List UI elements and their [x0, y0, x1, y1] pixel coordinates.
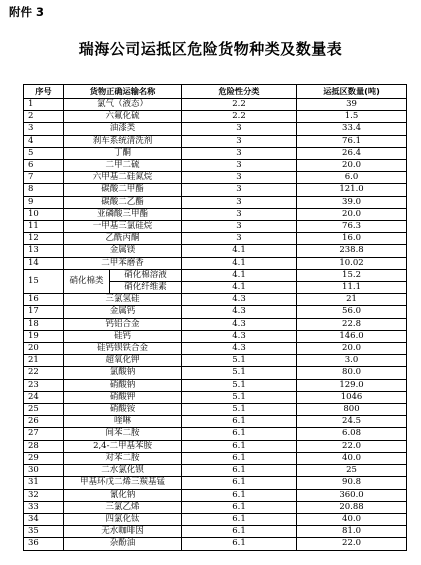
row-no: 10 — [24, 208, 64, 220]
row-class: 6.1 — [182, 428, 297, 440]
row-class: 4.1 — [182, 269, 297, 281]
row-no: 12 — [24, 233, 64, 245]
table-row — [24, 513, 407, 525]
row-sub-name: 硝化纤维素 — [110, 282, 182, 294]
row-qty: 20.0 — [297, 160, 407, 172]
table-row — [24, 269, 407, 281]
row-qty: 56.0 — [297, 306, 407, 318]
row-name: 丁酮 — [64, 147, 182, 159]
row-name: 无水咖啡因 — [64, 526, 182, 538]
row-qty: 20.88 — [297, 501, 407, 513]
row-class: 6.1 — [182, 489, 297, 501]
row-qty: 40.0 — [297, 513, 407, 525]
row-qty: 24.5 — [297, 416, 407, 428]
row-qty: 20.0 — [297, 343, 407, 355]
table-row — [24, 99, 407, 111]
table-row — [24, 452, 407, 464]
table-row — [24, 318, 407, 330]
row-no: 9 — [24, 196, 64, 208]
row-qty: 10.02 — [297, 257, 407, 269]
table-row — [24, 355, 407, 367]
header-qty: 运抵区数量(吨) — [297, 85, 407, 99]
row-qty: 90.8 — [297, 477, 407, 489]
table-row — [24, 526, 407, 538]
row-class: 6.1 — [182, 416, 297, 428]
table-row — [24, 221, 407, 233]
row-class: 3 — [182, 196, 297, 208]
row-qty: 26.4 — [297, 147, 407, 159]
row-qty: 6.0 — [297, 172, 407, 184]
table-row — [24, 416, 407, 428]
table-row — [24, 172, 407, 184]
table-row — [24, 343, 407, 355]
row-name: 刹车系统清洗剂 — [64, 135, 182, 147]
row-no: 21 — [24, 355, 64, 367]
row-name: 乙酰丙酮 — [64, 233, 182, 245]
row-qty: 1046 — [297, 391, 407, 403]
row-class: 4.3 — [182, 306, 297, 318]
row-qty: 129.0 — [297, 379, 407, 391]
row-name: 油漆类 — [64, 123, 182, 135]
row-name: 硝酸钠 — [64, 379, 182, 391]
row-name: 氯酸钠 — [64, 367, 182, 379]
row-class: 2.2 — [182, 99, 297, 111]
row-class: 3 — [182, 147, 297, 159]
row-qty: 81.0 — [297, 526, 407, 538]
row-name: 四氯化钛 — [64, 513, 182, 525]
row-qty: 11.1 — [297, 282, 407, 294]
row-no: 32 — [24, 489, 64, 501]
table-row — [24, 306, 407, 318]
row-no: 8 — [24, 184, 64, 196]
table-row — [24, 257, 407, 269]
row-class: 4.1 — [182, 282, 297, 294]
attachment-label: 附件 3 — [9, 5, 45, 19]
row-class: 6.1 — [182, 465, 297, 477]
header-name: 货物正确运输名称 — [64, 85, 182, 99]
row-name: 二甲二硫 — [64, 160, 182, 172]
row-qty: 3.0 — [297, 355, 407, 367]
table-body — [24, 99, 407, 551]
row-qty: 33.4 — [297, 123, 407, 135]
row-name: 硅钙 — [64, 330, 182, 342]
table-row — [24, 123, 407, 135]
row-no: 25 — [24, 404, 64, 416]
row-class: 3 — [182, 135, 297, 147]
row-qty: 21 — [297, 294, 407, 306]
row-qty: 76.1 — [297, 135, 407, 147]
row-no: 13 — [24, 245, 64, 257]
row-class: 6.1 — [182, 513, 297, 525]
row-qty: 22.0 — [297, 538, 407, 550]
row-qty: 1.5 — [297, 111, 407, 123]
row-class: 3 — [182, 184, 297, 196]
row-name: 一甲基三氯硅烷 — [64, 221, 182, 233]
row-no: 36 — [24, 538, 64, 550]
row-qty: 39 — [297, 99, 407, 111]
row-no: 27 — [24, 428, 64, 440]
row-class: 3 — [182, 208, 297, 220]
row-name: 钙铝合金 — [64, 318, 182, 330]
row-no: 14 — [24, 257, 64, 269]
row-class: 5.1 — [182, 379, 297, 391]
row-name: 超氧化钾 — [64, 355, 182, 367]
row-no: 4 — [24, 135, 64, 147]
row-no: 1 — [24, 99, 64, 111]
row-name: 硝酸钾 — [64, 391, 182, 403]
row-name: 亚磷酸三甲酯 — [64, 208, 182, 220]
row-name: 硝酸铵 — [64, 404, 182, 416]
table-row — [24, 538, 407, 550]
table-row — [24, 294, 407, 306]
row-name: 2,4-二甲基苯胺 — [64, 440, 182, 452]
table-header-row — [24, 85, 407, 99]
table-row — [24, 465, 407, 477]
row-no: 16 — [24, 294, 64, 306]
table-row — [24, 391, 407, 403]
row-class: 4.3 — [182, 318, 297, 330]
row-qty: 121.0 — [297, 184, 407, 196]
header-no: 序号 — [24, 85, 64, 99]
table-row — [24, 245, 407, 257]
row-no: 23 — [24, 379, 64, 391]
table-row — [24, 196, 407, 208]
page-title: 瑞海公司运抵区危险货物种类及数量表 — [78, 40, 343, 58]
row-qty: 238.8 — [297, 245, 407, 257]
row-name: 硅钙钡铁合金 — [64, 343, 182, 355]
row-name: 碳酸二甲酯 — [64, 184, 182, 196]
table-row — [24, 160, 407, 172]
table-row — [24, 111, 407, 123]
row-no: 28 — [24, 440, 64, 452]
row-class: 3 — [182, 233, 297, 245]
row-class: 6.1 — [182, 501, 297, 513]
table-row — [24, 477, 407, 489]
table-row — [24, 379, 407, 391]
table-row — [24, 233, 407, 245]
table-row — [24, 147, 407, 159]
row-no: 22 — [24, 367, 64, 379]
row-class: 3 — [182, 172, 297, 184]
row-name: 甲基环戊二烯三羰基锰 — [64, 477, 182, 489]
row-class: 5.1 — [182, 391, 297, 403]
row-no: 35 — [24, 526, 64, 538]
row-class: 6.1 — [182, 452, 297, 464]
row-class: 3 — [182, 221, 297, 233]
row-name: 对苯二胺 — [64, 452, 182, 464]
row-name: 金属钙 — [64, 306, 182, 318]
row-qty: 16.0 — [297, 233, 407, 245]
row-no: 18 — [24, 318, 64, 330]
row-no: 19 — [24, 330, 64, 342]
row-group-name: 硝化棉类 — [64, 269, 110, 293]
row-name: 碳酸二乙酯 — [64, 196, 182, 208]
row-qty: 15.2 — [297, 269, 407, 281]
row-name: 金属镁 — [64, 245, 182, 257]
table-row — [24, 440, 407, 452]
row-name: 二水氯化钡 — [64, 465, 182, 477]
row-class: 3 — [182, 123, 297, 135]
table-row — [24, 184, 407, 196]
row-class: 4.1 — [182, 245, 297, 257]
row-no: 6 — [24, 160, 64, 172]
row-no: 30 — [24, 465, 64, 477]
row-class: 6.1 — [182, 538, 297, 550]
table-row — [24, 489, 407, 501]
row-no: 29 — [24, 452, 64, 464]
row-no: 20 — [24, 343, 64, 355]
row-name: 三氯氢硅 — [64, 294, 182, 306]
table-row — [24, 208, 407, 220]
row-no: 33 — [24, 501, 64, 513]
table-row — [24, 501, 407, 513]
row-qty: 76.3 — [297, 221, 407, 233]
row-name: 喹啉 — [64, 416, 182, 428]
row-no: 17 — [24, 306, 64, 318]
row-qty: 39.0 — [297, 196, 407, 208]
row-no: 5 — [24, 147, 64, 159]
table-row — [24, 367, 407, 379]
row-sub-name: 硝化棉溶液 — [110, 269, 182, 281]
row-name: 氰化钠 — [64, 489, 182, 501]
row-qty: 80.0 — [297, 367, 407, 379]
row-qty: 6.08 — [297, 428, 407, 440]
row-name: 氯气（液态） — [64, 99, 182, 111]
row-class: 4.1 — [182, 257, 297, 269]
table-row — [24, 330, 407, 342]
row-name: 杂酚油 — [64, 538, 182, 550]
row-no: 24 — [24, 391, 64, 403]
dangerous-goods-table — [23, 84, 407, 551]
row-class: 4.3 — [182, 294, 297, 306]
row-qty: 800 — [297, 404, 407, 416]
row-class: 5.1 — [182, 404, 297, 416]
row-no: 26 — [24, 416, 64, 428]
row-class: 4.3 — [182, 343, 297, 355]
row-name: 六氟化硫 — [64, 111, 182, 123]
row-qty: 22.8 — [297, 318, 407, 330]
row-name: 间苯二胺 — [64, 428, 182, 440]
row-no: 31 — [24, 477, 64, 489]
row-class: 5.1 — [182, 355, 297, 367]
row-class: 6.1 — [182, 440, 297, 452]
row-qty: 20.0 — [297, 208, 407, 220]
table-row — [24, 428, 407, 440]
row-no: 15 — [24, 269, 64, 293]
row-class: 5.1 — [182, 367, 297, 379]
row-no: 7 — [24, 172, 64, 184]
row-no: 11 — [24, 221, 64, 233]
row-qty: 146.0 — [297, 330, 407, 342]
row-class: 6.1 — [182, 477, 297, 489]
row-no: 34 — [24, 513, 64, 525]
table-row — [24, 404, 407, 416]
row-class: 4.3 — [182, 330, 297, 342]
row-no: 2 — [24, 111, 64, 123]
row-name: 六甲基二硅氮烷 — [64, 172, 182, 184]
header-class: 危险性分类 — [182, 85, 297, 99]
row-class: 2.2 — [182, 111, 297, 123]
row-class: 3 — [182, 160, 297, 172]
row-no: 3 — [24, 123, 64, 135]
row-name: 二甲苯磨香 — [64, 257, 182, 269]
row-qty: 22.0 — [297, 440, 407, 452]
row-qty: 360.0 — [297, 489, 407, 501]
row-name: 三氯乙烯 — [64, 501, 182, 513]
row-qty: 25 — [297, 465, 407, 477]
table-row — [24, 135, 407, 147]
row-class: 6.1 — [182, 526, 297, 538]
row-qty: 40.0 — [297, 452, 407, 464]
